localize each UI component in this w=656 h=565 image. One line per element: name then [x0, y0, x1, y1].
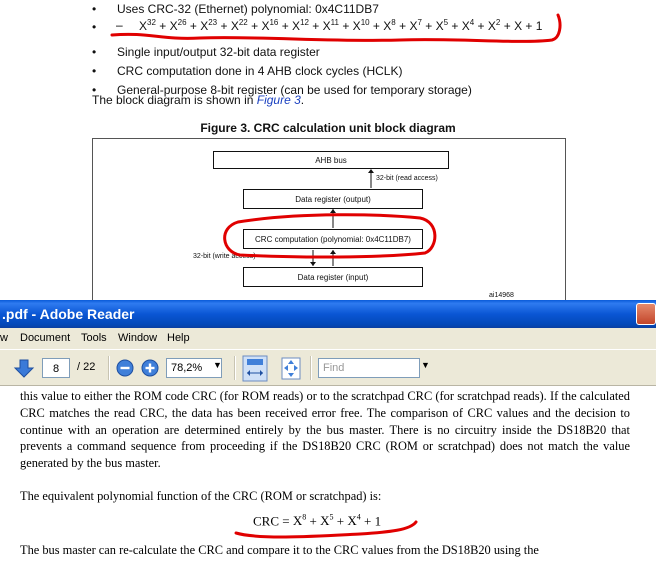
- write-access-label: 32-bit (write access): [193, 253, 256, 260]
- feature-item: • CRC computation done in 4 AHB clock cycles (HCLK): [92, 62, 472, 80]
- exponent: 4: [469, 18, 475, 27]
- data-register-input-block: Data register (input): [243, 267, 423, 287]
- exponent: 2: [495, 18, 501, 27]
- exponent: 8: [391, 18, 396, 27]
- polynomial-term: $X^7$: [409, 18, 422, 33]
- read-access-label: 32-bit (read access): [376, 175, 438, 182]
- polynomial-term: $X^8$: [383, 18, 396, 33]
- toolbar-separator: [310, 356, 312, 380]
- menu-help[interactable]: Help: [167, 332, 190, 344]
- plus-sign: +: [360, 513, 375, 529]
- polynomial-term: $X^{10}$: [352, 18, 370, 33]
- exponent: 11: [330, 18, 339, 27]
- polynomial-term: X: [514, 19, 523, 33]
- plus-sign: +: [522, 19, 536, 33]
- page-total: / 22: [77, 361, 96, 373]
- feature-item: • Uses CRC-32 (Ethernet) polynomial: 0x4C11DB7: [92, 0, 472, 18]
- polynomial-term: 1: [374, 513, 382, 529]
- polynomial-term: $X^{16}$: [261, 18, 279, 33]
- dropdown-arrow-icon[interactable]: ▼: [421, 360, 430, 370]
- toolbar-separator: [108, 356, 110, 380]
- crc-computation-block: CRC computation (polynomial: 0x4C11DB7): [243, 229, 423, 249]
- polynomial-term: $X^{22}$: [230, 18, 248, 33]
- menu-document[interactable]: Document: [20, 332, 71, 344]
- fit-width-icon[interactable]: [242, 355, 268, 382]
- polynomial-term: $X^{11}$: [322, 18, 339, 33]
- crc-description-paragraph: this value to either the ROM code CRC (for ROM reads) or to the scratchpad CRC (for scratchpad reads). If the calculated CRC matches the read CRC, the data has been received error free. The comparison of CRC values and the decision to continue with an operation are determined entirely by the bus master. There is no circuitry inside the DS18B20 that prevents a command sequence from proceeding if the DS18B20 CRC (ROM or scratchpad) does not match the value generated by the bus master.: [20, 389, 630, 471]
- plus-sign: +: [333, 513, 348, 529]
- zoom-in-icon[interactable]: [141, 359, 159, 377]
- window-title: .pdf - Adobe Reader: [2, 306, 135, 322]
- plus-sign: +: [395, 19, 410, 33]
- fit-page-icon[interactable]: [279, 356, 303, 381]
- exponent: 26: [177, 18, 187, 27]
- document-page: [0, 386, 656, 565]
- exponent: 8: [302, 513, 307, 522]
- menu-window[interactable]: Window: [118, 332, 158, 344]
- plus-sign: +: [217, 19, 231, 33]
- plus-sign: +: [448, 19, 462, 33]
- polynomial-term: 1: [535, 19, 543, 33]
- polynomial-term: $X^{12}$: [292, 18, 309, 33]
- exponent: 23: [208, 18, 218, 27]
- polynomial-term: $X^8$: [292, 513, 307, 529]
- crc8-polynomial-formula: CRC = $X^8 + X^5 + X^4 + 1$: [253, 513, 382, 529]
- exponent: 7: [417, 18, 422, 27]
- plus-sign: +: [474, 19, 488, 33]
- ahb-bus-block: AHB bus: [213, 151, 449, 169]
- feature-item: • General-purpose 8-bit register (can be used for temporary storage): [92, 81, 472, 99]
- plus-sign: +: [500, 19, 515, 33]
- polynomial-term: $X^{26}$: [169, 18, 187, 33]
- plus-sign: +: [186, 19, 201, 33]
- menu-bar: [0, 328, 656, 349]
- polynomial-term: $X^5$: [320, 513, 334, 529]
- zoom-out-icon[interactable]: [116, 359, 134, 377]
- menu-view[interactable]: w: [0, 332, 8, 344]
- polynomial-term: $X^{32}$: [139, 18, 156, 33]
- exponent: 32: [147, 18, 156, 27]
- exponent: 12: [300, 18, 309, 27]
- polynomial-term: $X^2$: [487, 18, 501, 33]
- plus-sign: +: [306, 513, 321, 529]
- polynomial-term: $X^4$: [461, 18, 475, 33]
- plus-sign: +: [369, 19, 384, 33]
- exponent: 4: [356, 513, 361, 522]
- data-register-output-block: Data register (output): [243, 189, 423, 209]
- block-diagram-intro: The block diagram is shown in Figure 3.: [92, 93, 305, 107]
- figure-id-label: ai14968: [489, 292, 514, 299]
- crc-block-diagram: [92, 138, 566, 300]
- exponent: 5: [443, 18, 449, 27]
- plus-sign: +: [421, 19, 436, 33]
- polynomial-dash: –: [116, 18, 123, 32]
- feature-item: • Single input/output 32-bit data register: [92, 43, 472, 61]
- window-titlebar[interactable]: [0, 300, 656, 328]
- arrow-down-icon[interactable]: [13, 357, 35, 379]
- polynomial-term: $X^5$: [435, 18, 449, 33]
- exponent: 10: [360, 18, 370, 27]
- polynomial-term: $X^{23}$: [200, 18, 218, 33]
- exponent: 5: [329, 513, 334, 522]
- crc32-polynomial: [139, 18, 542, 33]
- polynomial-intro-paragraph: The equivalent polynomial function of the CRC (ROM or scratchpad) is:: [20, 489, 382, 503]
- dropdown-arrow-icon[interactable]: ▼: [213, 360, 222, 370]
- window-close-button[interactable]: [636, 303, 656, 325]
- find-input[interactable]: Find: [318, 358, 420, 378]
- recalculate-paragraph: The bus master can re-calculate the CRC and compare it to the CRC values from the DS18B20 using the: [20, 543, 539, 557]
- zoom-level-select[interactable]: 78,2%: [166, 358, 222, 378]
- plus-sign: +: [338, 19, 353, 33]
- toolbar-separator: [234, 356, 236, 380]
- page-number-input[interactable]: 8: [42, 358, 70, 378]
- plus-sign: +: [247, 19, 262, 33]
- toolbar: [0, 349, 656, 386]
- figure-caption: Figure 3. CRC calculation unit block diagram: [200, 121, 456, 135]
- menu-tools[interactable]: Tools: [81, 332, 107, 344]
- exponent: 22: [238, 18, 248, 27]
- feature-list: [92, 0, 475, 97]
- plus-sign: +: [278, 19, 293, 33]
- plus-sign: +: [155, 19, 170, 33]
- figure-link[interactable]: Figure 3: [256, 93, 301, 107]
- plus-sign: +: [308, 19, 323, 33]
- polynomial-term: $X^4$: [347, 513, 361, 529]
- exponent: 16: [269, 18, 279, 27]
